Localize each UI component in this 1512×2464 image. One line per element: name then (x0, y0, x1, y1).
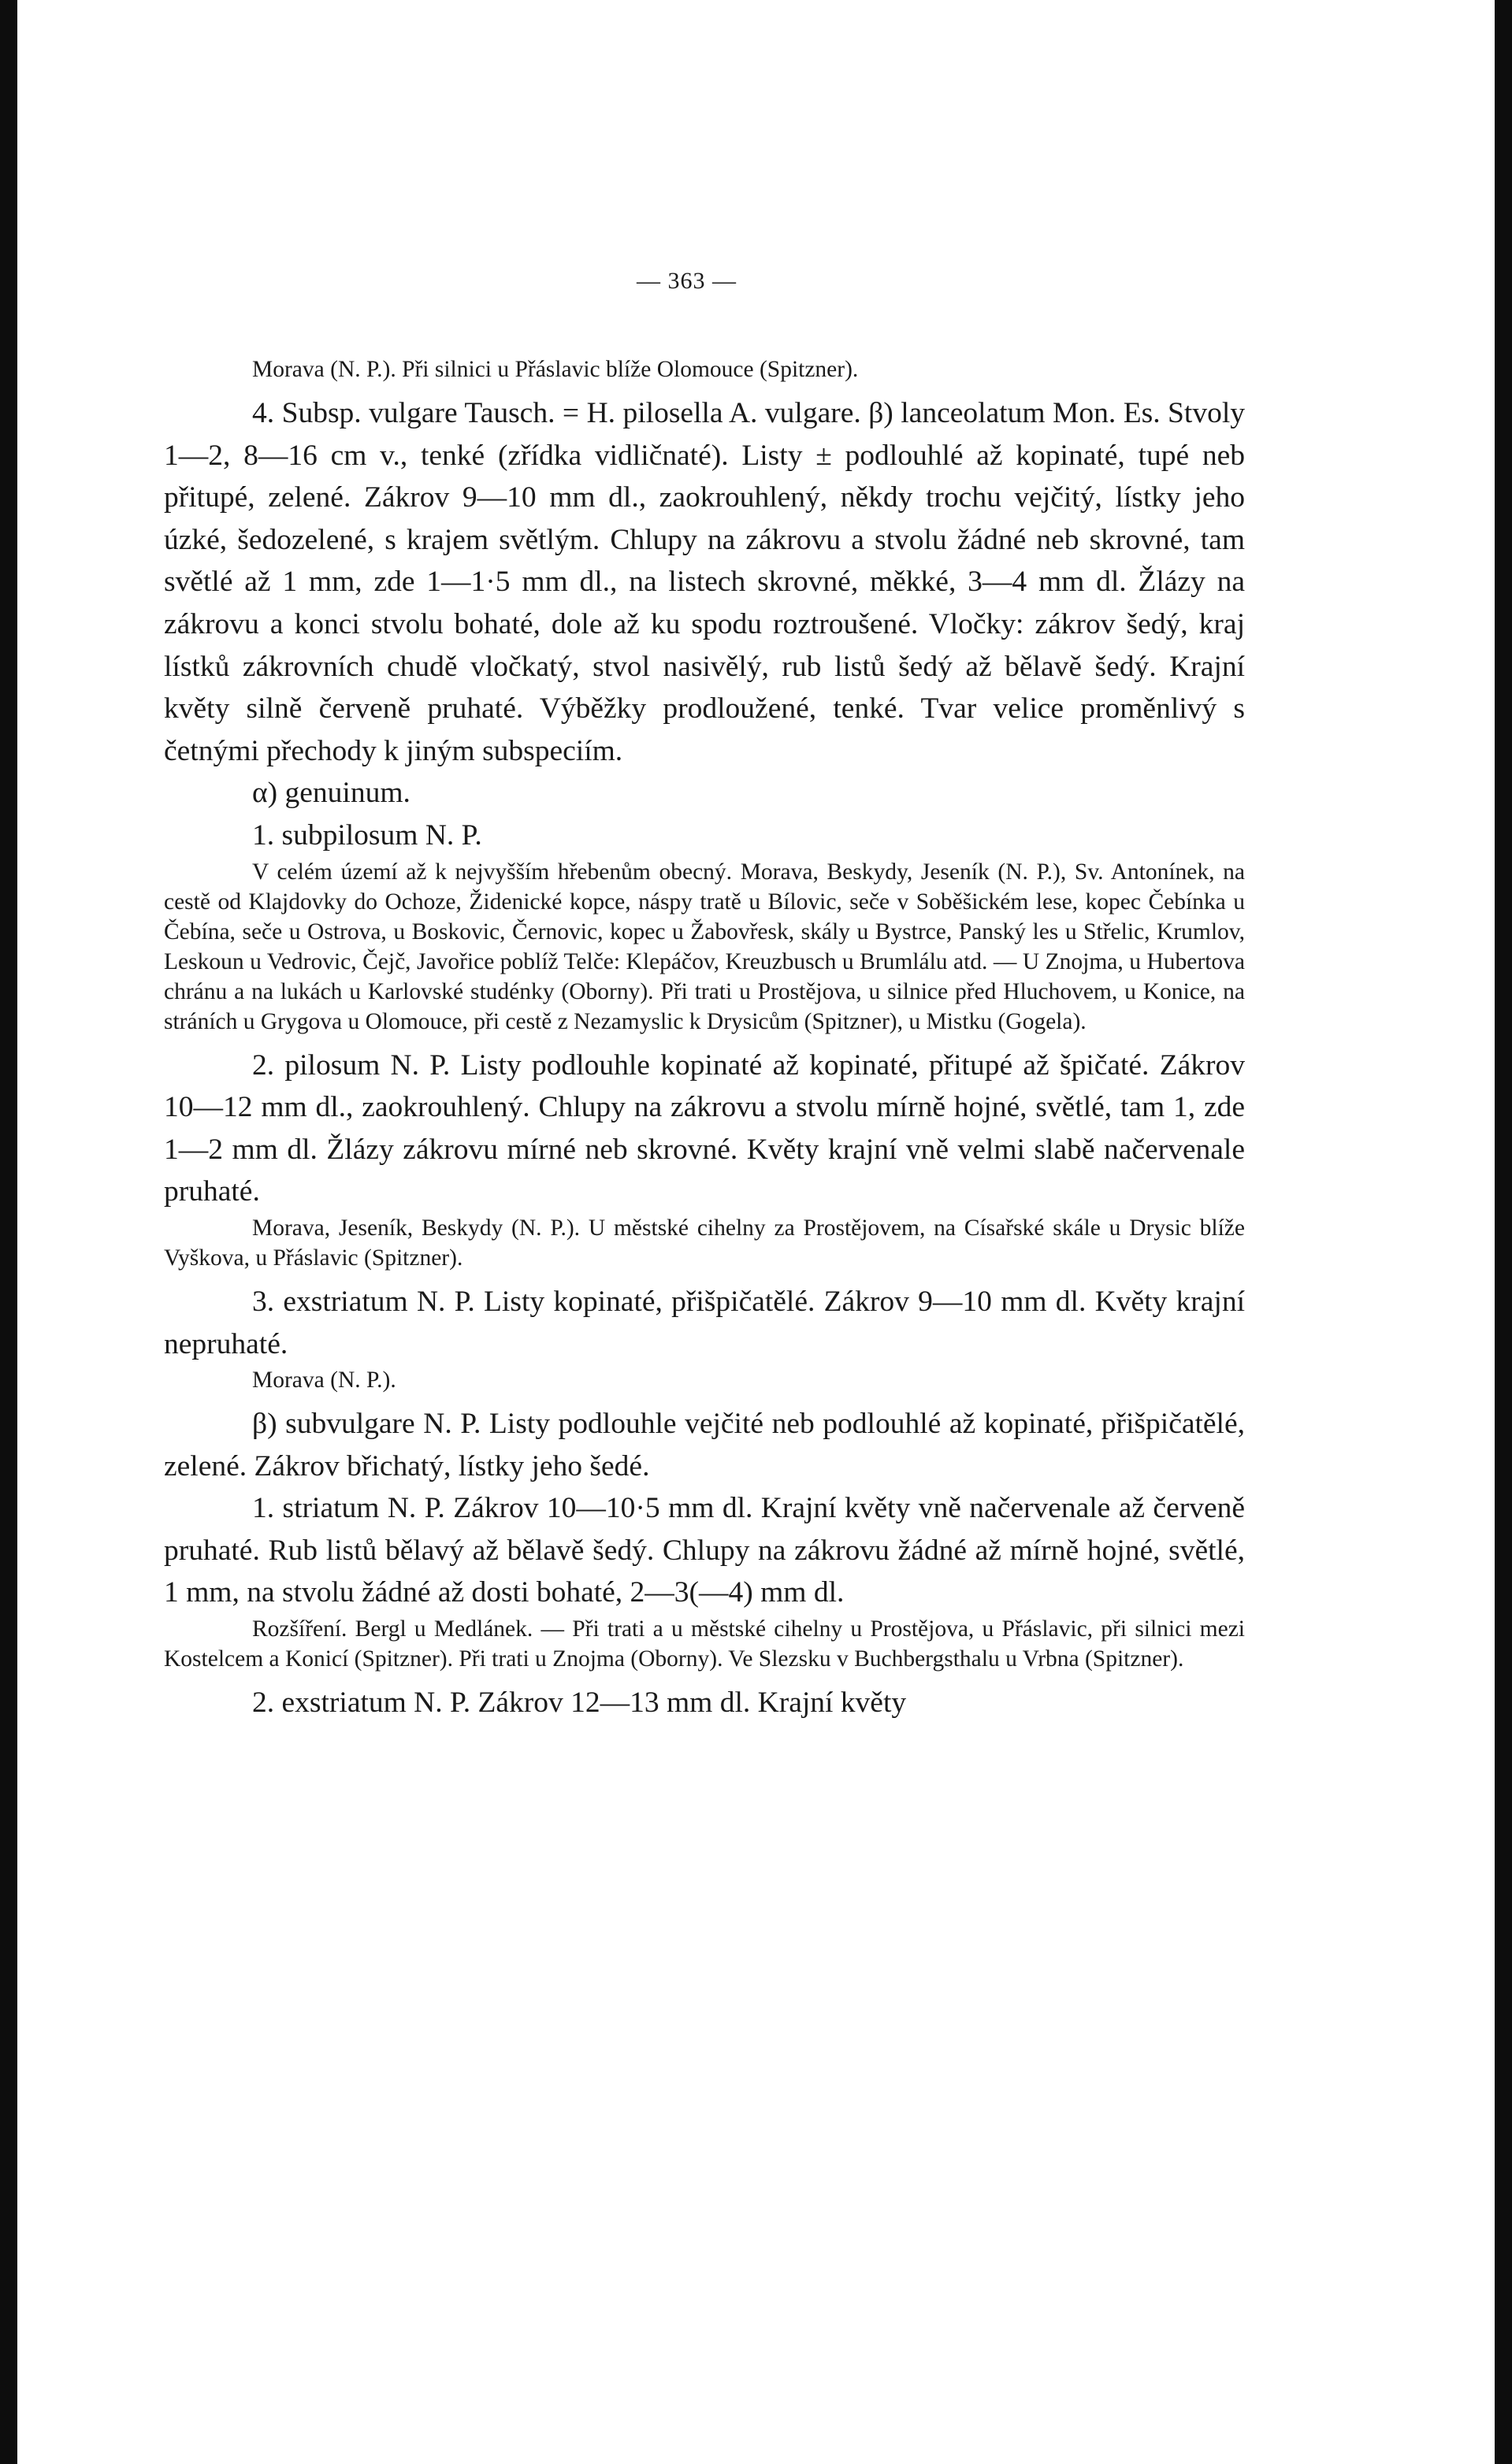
scan-border-right (1495, 0, 1512, 2464)
paragraph-pilosum-localities: Morava, Jeseník, Beskydy (N. P.). U městské cihelny za Prostějovem, na Císařské skále u Drysic blíže Vyškova, u Přáslavic (Spitzner). (164, 1215, 1245, 1271)
page-body (164, 354, 1245, 1724)
paragraph-subvulgare: β) subvulgare N. P. Listy podlouhle vejčité neb podlouhlé až kopinaté, přišpičatělé, zelené. Zákrov břichatý, lístky jeho šedé. (164, 1408, 1245, 1482)
paragraph-exstriatum-2: 2. exstriatum N. P. Zákrov 12—13 mm dl. Krajní květy (252, 1687, 907, 1720)
paragraph-genuinum: α) genuinum. (252, 777, 411, 810)
paragraph-subspecies-vulgare: 4. Subsp. vulgare Tausch. = H. pilosella A. vulgare. β) lanceolatum Mon. Es. Stvoly 1—2, 8—16 cm v., tenké (zřídka vidličnaté). Listy ± podlouhlé až kopinaté, tupé neb přitupé, zelené. Zákrov 9—10 mm dl., zaokrouhlený, někdy trochu vejčitý, lístky jeho úzké, šedozelené, s krajem světlým. Chlupy na zákrovu a stvolu žádné neb skrovné, tam světlé až 1 mm, zde 1—1·5 mm dl., na listech skrovné, měkké, 3—4 mm dl. Žlázy na zákrovu a konci stvolu bohaté, dole až ku spodu roztroušené. Vločky: zákrov šedý, kraj lístků zákrovních chudě vločkatý, stvol nasivělý, rub listů šedý až bělavě šedý. Krajní květy silně červeně pruhaté. Výběžky prodloužené, tenké. Tvar velice proměnlivý s četnými přechody k jiným subspeciím. (164, 397, 1245, 767)
paragraph-subpilosum: 1. subpilosum N. P. (252, 818, 482, 852)
paragraph-striatum-distribution: Rozšíření. Bergl u Medlánek. — Při trati a u městské cihelny u Prostějova, u Přáslavic, při silnici mezi Kostelcem a Konicí (Spitzner). Při trati u Znojma (Oborny). Ve Slezsku v Buchbergsthalu u Vrbna (Spitzner). (164, 1616, 1245, 1672)
paragraph-exstriatum-localities: Morava (N. P.). (252, 1367, 396, 1393)
paragraph-pilosum: 2. pilosum N. P. Listy podlouhle kopinaté až kopinaté, přitupé až špičaté. Zákrov 10—12 mm dl., zaokrouhlený. Chlupy na zákrovu a stvolu mírně hojné, světlé, tam 1, zde 1—2 mm dl. Žlázy zákrovu mírné neb skrovné. Květy krajní vně velmi slabě načervenale pruhaté. (164, 1048, 1245, 1208)
paragraph-subpilosum-localities: V celém území až k nejvyšším hřebenům obecný. Morava, Beskydy, Jeseník (N. P.), Sv. Antonínek, na cestě od Klajdovky do Ochoze, Židenické kopce, náspy tratě u Bílovic, seče v Soběšickém lese, kopec Čebínka u Čebína, seče u Ostrova, u Boskovic, Černovic, kopec u Žabovřesk, skály u Bystrce, Panský les u Střelic, Krumlov, Leskoun u Vedrovic, Čejč, Javořice poblíž Telče: Klepáčov, Kreuzbusch u Brumlálu atd. — U Znojma, u Hubertova chránu a na lukách u Karlovské studénky (Oborny). Při trati u Prostějova, u silnice před Hluchovem, u Konice, na stráních u Grygova u Olomouce, při cestě z Nezamyslic k Drysicům (Spitzner), u Mistku (Gogela). (164, 859, 1245, 1034)
paragraph-striatum: 1. striatum N. P. Zákrov 10—10·5 mm dl. Krajní květy vně načervenale až červeně pruhaté. Rub listů bělavý až bělavě šedý. Chlupy na zákrovu žádné až mírně hojné, světlé, 1 mm, na stvolu žádné až dosti bohaté, 2—3(—4) mm dl. (164, 1492, 1245, 1609)
paragraph-exstriatum: 3. exstriatum N. P. Listy kopinaté, přišpičatělé. Zákrov 9—10 mm dl. Květy krajní nepruhaté. (164, 1285, 1245, 1360)
paragraph-locality: Morava (N. P.). Při silnici u Přáslavic blíže Olomouce (Spitzner). (252, 357, 859, 382)
page-number: — 363 — (637, 268, 737, 294)
scan-border-left (0, 0, 17, 2464)
